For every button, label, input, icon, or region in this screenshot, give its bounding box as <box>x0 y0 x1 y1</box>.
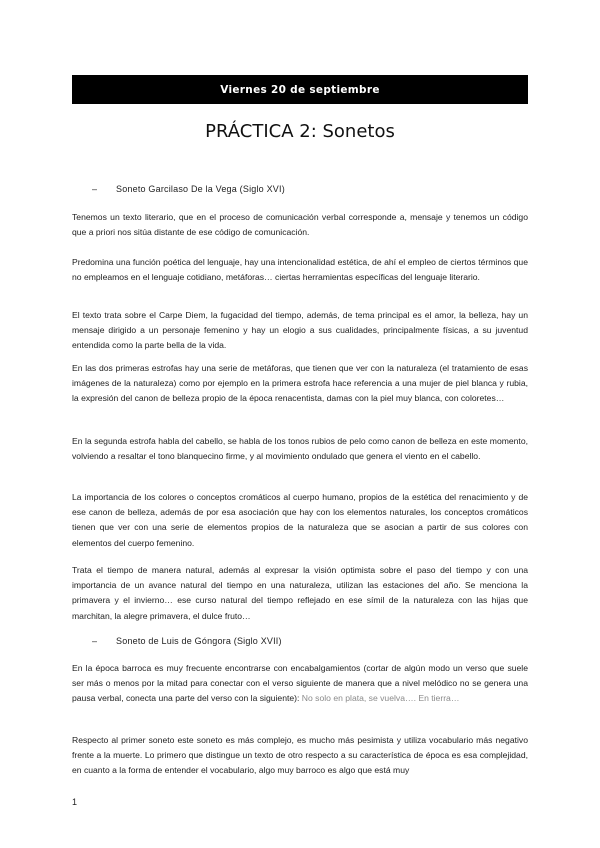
page-title: PRÁCTICA 2: Sonetos <box>205 121 395 142</box>
paragraph-text: En la época barroca es muy frecuente encontrarse con encabalgamientos (cortar de algún modo un verso que suele ser más o menos por la mitad para conectar con el verso siguiente de manera que a nivel melódico no se genera una pausa verbal, conecta una parte del verso con la siguiente): <box>72 663 528 704</box>
paragraph: Tenemos un texto literario, que en el proceso de comunicación verbal corresponde a, mensaje y tenemos un código que a priori nos sitúa distante de ese código de comunicación. <box>72 212 528 238</box>
date-banner <box>72 75 528 104</box>
paragraph: En la segunda estrofa habla del cabello, se habla de los tonos rubios de pelo como canon de belleza en este momento, volviendo a resaltar el tono blanquecino firme, y al movimiento ondulado que genera el viento en el cabello. <box>72 436 528 462</box>
section-heading-gongora <box>92 636 282 646</box>
section-heading-text: Soneto Garcilaso De la Vega (Siglo XVI) <box>116 184 285 194</box>
paragraph-with-quote <box>72 661 528 707</box>
dash-bullet: – <box>92 636 98 646</box>
dash-bullet: – <box>92 184 98 194</box>
section-heading-garcilaso <box>92 184 285 194</box>
date-text: Viernes 20 de septiembre <box>220 83 380 96</box>
paragraph: Trata el tiempo de manera natural, además al expresar la visión optimista sobre el paso del tiempo y con una importancia de un avance natural del tiempo en una naturaleza, utilizan las estaciones del año. Se menciona la primavera y el invierno… ese curso natural del tiempo reflejado en ese símil de la naturaleza con las hijas que marchitan, la alegre primavera, el dulce fruto… <box>72 565 528 621</box>
paragraph: La importancia de los colores o conceptos cromáticos al cuerpo humano, propios de la estética del renacimiento y de ese canon de belleza, además de por esa asociación que hay con los elementos naturales, los conceptos cromáticos tienen que ver con una serie de elementos propios de la naturaleza que se asocian a partir de sus colores con elementos del cuerpo femenino. <box>72 492 528 548</box>
page-number: 1 <box>72 797 78 807</box>
paragraph: Respecto al primer soneto este soneto es más complejo, es mucho más pesimista y utiliza vocabulario más negativo frente a la muerte. Lo primero que distingue un texto de otro respecto a su característica de época es esa complejidad, en cuanto a la forma de entender el vocabulario, algo muy barroco es algo que está muy <box>72 735 528 776</box>
paragraph: Predomina una función poética del lenguaje, hay una intencionalidad estética, de ahí el empleo de ciertos términos que no empleamos en el lenguaje cotidiano, metáforas… ciertas herramientas específicas del lenguaje literario. <box>72 257 528 283</box>
section-heading-text: Soneto de Luis de Góngora (Siglo XVII) <box>116 636 282 646</box>
paragraph: El texto trata sobre el Carpe Diem, la fugacidad del tiempo, además, de tema principal es el amor, la belleza, hay un mensaje dirigido a un personaje femenino y hay un elogio a sus cualidades, principalmente físicas, a su juventud entendida como la parte bella de la vida. <box>72 310 528 351</box>
verse-quote: No solo en plata, se vuelva…. En tierra… <box>299 693 460 704</box>
paragraph: En las dos primeras estrofas hay una serie de metáforas, que tienen que ver con la naturaleza (el tratamiento de esas imágenes de la naturaleza) como por ejemplo en la primera estrofa hace referencia a una mujer de piel blanca y rubia, la expresión del canon de belleza propio de la época renacentista, damas con la piel muy blanca, con coloretes… <box>72 363 528 404</box>
